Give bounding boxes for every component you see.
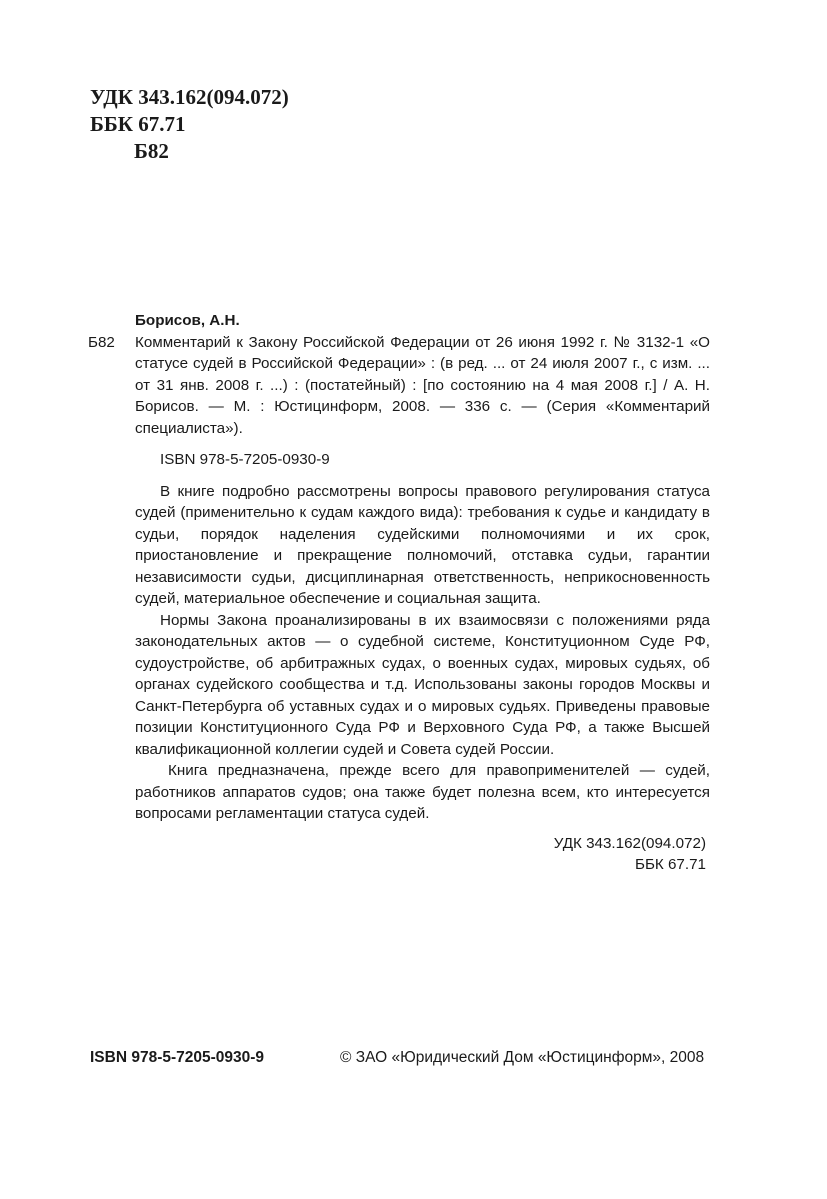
card-codes	[88, 833, 710, 876]
annotation	[88, 481, 710, 825]
classification-block	[90, 84, 289, 165]
card-bbk-code: ББК 67.71	[634, 856, 706, 873]
card-udk-code: УДК 343.162(094.072)	[553, 834, 706, 852]
catalog-card	[88, 310, 710, 876]
bibliographic-description: Комментарий к Закону Российской Федерации от 26 июня 1992 г. № 3132-1 «О статусе судей в Российской Федерации» : (в ред. ... от 24 июля 2007 г., с изм. ... от 31 янв. 2008 г. ...) : (постатейный) : [по состоянию на 4 мая 2008 г.] / А. Н. Борисов. — М. : Юстицинформ, 2008. — 336 с. — (Серия «Комментарий специалиста»).	[135, 333, 710, 437]
author-mark: Б82	[134, 139, 169, 163]
author-heading: Борисов, А.Н.	[135, 312, 240, 329]
bibliographic-entry	[88, 332, 710, 440]
footer-isbn: ISBN 978-5-7205-0930-9	[90, 1049, 265, 1066]
bbk-code: ББК 67.71	[90, 112, 186, 136]
card-isbn: ISBN 978-5-7205-0930-9	[160, 451, 330, 468]
annotation-paragraph: В книге подробно рассмотрены вопросы правового регулирования статуса судей (применительно к судам каждого вида): требования к судье и кандидату в судьи, порядок наделения судейскими полномочиями и их срок, приостановление и прекращение полномочий, отставка судьи, гарантии независимости судьи, дисциплинарная ответственность, неприкосновенность судей, материальное обеспечение и социальная защита.	[135, 482, 710, 607]
shelf-mark: Б82	[88, 333, 115, 351]
copyright-notice: © ЗАО «Юридический Дом «Юстицинформ», 2008	[340, 1049, 705, 1066]
annotation-paragraph: Нормы Закона проанализированы в их взаимосвязи с положениями ряда законодательных актов — о судебной системе, Конституционном Суде РФ, судоустройстве, об арбитражных судах, о военных судах, мировых судьях, об органах судейского сообщества и т.д. Использованы законы городов Москвы и Санкт-Петербурга об уставных судах и о мировых судьях. Приведены правовые позиции Конституционного Суда РФ и Верховного Суда РФ, а также Высшей квалификационной коллегии судей и Совета судей России.	[135, 611, 710, 758]
udk-code: УДК 343.162(094.072)	[90, 85, 289, 109]
annotation-paragraph: Книга предназначена, прежде всего для правоприменителей — судей, работников аппаратов судов; она также будет полезна всем, кто интересуется вопросами регламентации статуса судей.	[135, 762, 710, 822]
